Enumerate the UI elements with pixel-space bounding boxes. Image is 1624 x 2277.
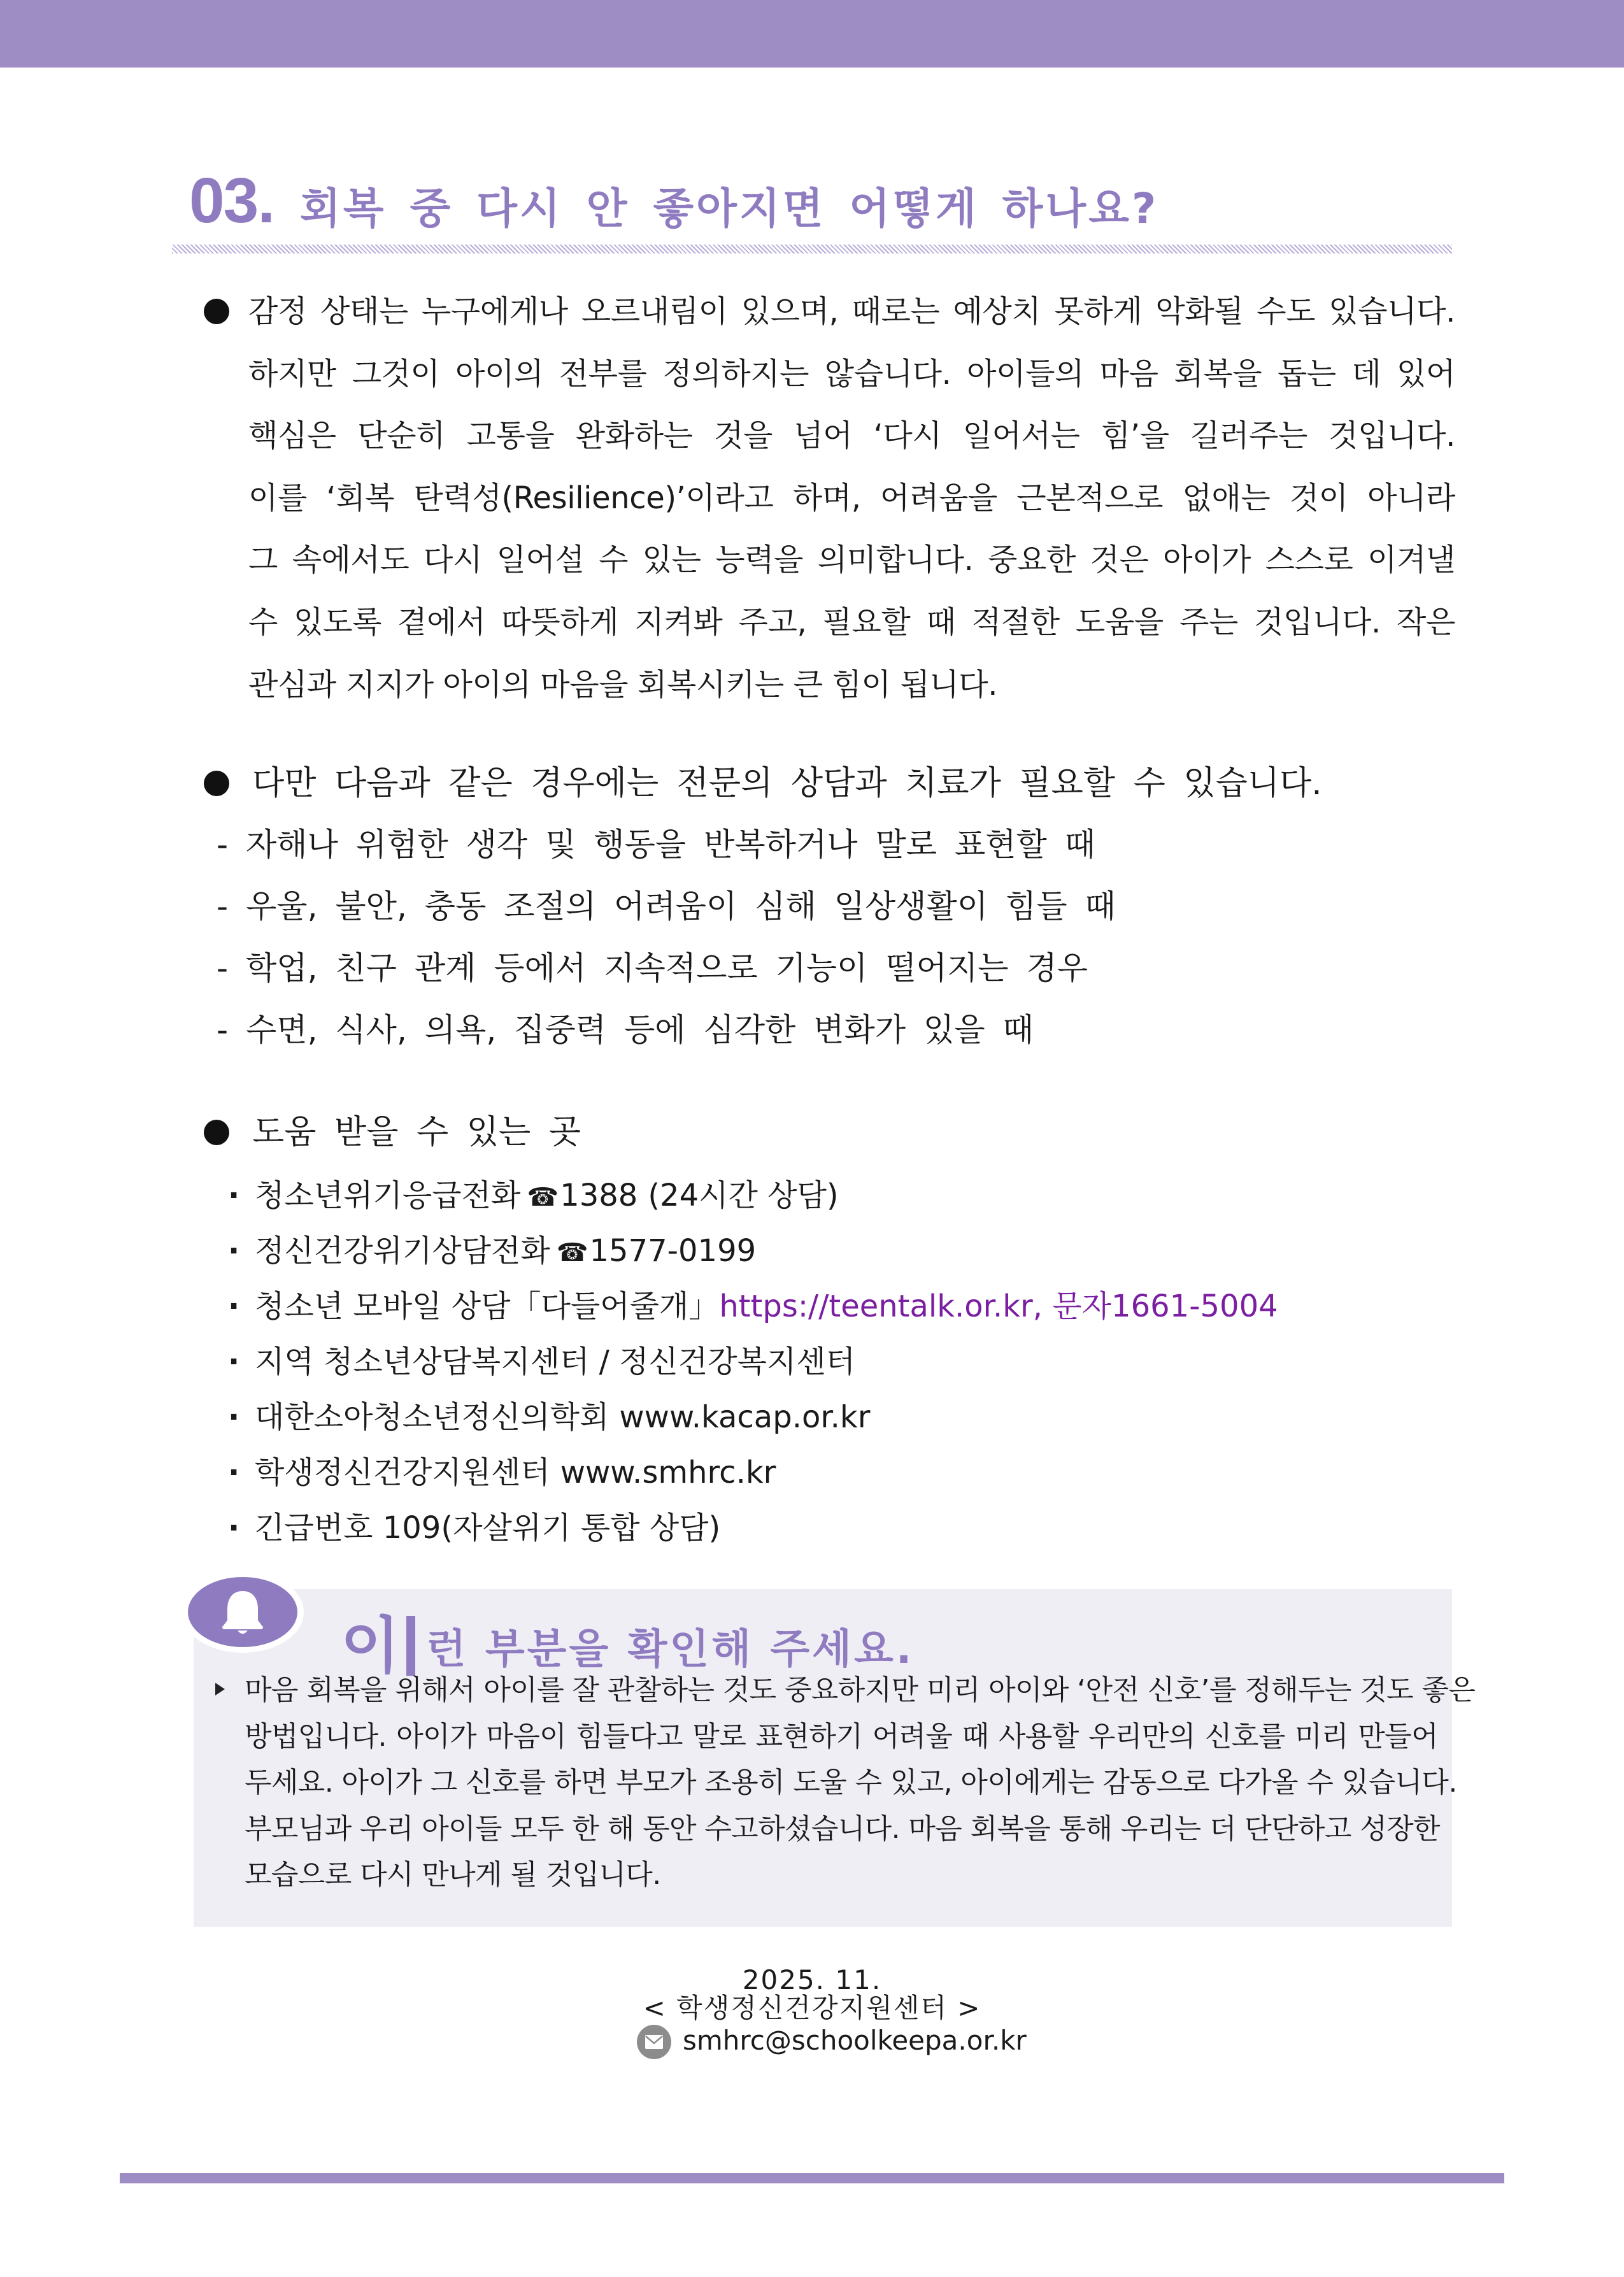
intro-lines (248, 289, 1455, 724)
phone-icon: ☎ (527, 1183, 559, 1212)
section-number: 03. (189, 165, 274, 236)
intro-line: 하지만 그것이 아이의 전부를 정의하지는 않습니다. 아이들의 마음 회복을 돕는 데 있어 (248, 355, 1455, 392)
help-item-youth-crisis-line: · 청소년위기응급전화 ☎1388 (24시간 상담) (228, 1178, 839, 1213)
help-item-mental-crisis-line: · 정신건강위기상담전화 ☎1577-0199 (228, 1233, 757, 1269)
notice-line: 마음 회복을 위해서 아이를 잘 관찰하는 것도 중요하지만 미리 아이와 ‘안전 신호’를 정해두는 것도 좋은 (245, 1674, 1476, 1706)
bullet-dot (204, 771, 229, 796)
smhrc-link[interactable]: www.smhrc.kr (560, 1455, 776, 1490)
intro-line: 수 있도록 곁에서 따뜻하게 지켜봐 주고, 필요할 때 적절한 도움을 주는 것입니다. 작은 (248, 604, 1455, 640)
list-item: - 학업, 친구 관계 등에서 지속적으로 기능이 떨어지는 경우 (217, 945, 1427, 1007)
top-banner-bar (0, 0, 1624, 68)
help-list (228, 1175, 1438, 1563)
help-item-smhrc: · 학생정신건강지원센터 www.smhrc.kr (228, 1455, 776, 1490)
list-item: - 수면, 식사, 의욕, 집중력 등에 심각한 변화가 있을 때 (217, 1007, 1427, 1069)
mail-icon (637, 2025, 671, 2059)
notice-line: 방법입니다. 아이가 마음이 힘들다고 말로 표현하기 어려울 때 사용할 우리만의 신호를 미리 만들어 (245, 1720, 1438, 1753)
bottom-divider (120, 2173, 1504, 2183)
intro-line: 감정 상태는 누구에게나 오르내림이 있으며, 때로는 예상치 못하게 악화될 수도 있습니다. (248, 294, 1455, 329)
notice-title-first: 이 (341, 1610, 402, 1681)
notice-badge (182, 1571, 304, 1653)
intro-line: 관심과 지지가 아이의 마음을 회복시키는 큰 힘이 됩니다. (248, 666, 998, 703)
notice-title-rest: 런 부분을 확인해 주세요. (426, 1626, 915, 1673)
list-item: - 자해나 위험한 생각 및 행동을 반복하거나 말로 표현할 때 (217, 822, 1427, 883)
footer-date: 2025. 11. (742, 1964, 882, 1995)
header-divider (172, 245, 1452, 253)
professional-list (217, 822, 1427, 1069)
title-bar-mark (406, 1616, 415, 1676)
professional-heading-text: 다만 다음과 같은 경우에는 전문의 상담과 치료가 필요할 수 있습니다. (252, 764, 1322, 803)
intro-line: 그 속에서도 다시 일어설 수 있는 능력을 의미합니다. 중요한 것은 아이가 스스로 이겨낼 (248, 542, 1455, 578)
notice-line: 두세요. 아이가 그 신호를 하면 부모가 조용히 도울 수 있고, 아이에게는 감동으로 다가올 수 있습니다. (245, 1766, 1457, 1799)
help-item-mobile-counseling: · 청소년 모바일 상담「다들어줄개」https://teentalk.or.kr, 문자1661-5004 (228, 1288, 1278, 1324)
intro-line: 핵심은 단순히 고통을 완화하는 것을 넘어 ‘다시 일어서는 힘’을 길러주는 것입니다. (248, 418, 1455, 454)
notice-title (341, 1594, 914, 1681)
bullet-dot (204, 299, 229, 324)
kacap-link[interactable]: www.kacap.or.kr (619, 1399, 871, 1435)
help-item-kacap: · 대한소아청소년정신의학회 www.kacap.or.kr (228, 1399, 871, 1435)
triangle-bullet-icon (215, 1683, 225, 1695)
help-heading-text: 도움 받을 수 있는 곳 (252, 1113, 581, 1152)
dash-marker: - (217, 826, 229, 863)
footer-org: < 학생정신건강지원센터 > (643, 1992, 981, 2024)
phone-icon: ☎ (556, 1238, 588, 1267)
section-header (189, 159, 1450, 236)
section-title: 회복 중 다시 안 좋아지면 어떻게 하나요? (300, 184, 1159, 233)
list-item: - 우울, 불안, 충동 조절의 어려움이 심해 일상생활이 힘들 때 (217, 883, 1427, 945)
intro-line: 이를 ‘회복 탄력성(Resilience)’이라고 하며, 어려움을 근본적으로 없애는 것이 아니라 (248, 480, 1455, 516)
dash-marker: - (217, 950, 229, 987)
bullet-dot (204, 1120, 229, 1145)
teentalk-link[interactable]: https://teentalk.or.kr, 문자1661-5004 (719, 1288, 1278, 1324)
help-item-emergency-109: · 긴급번호 109(자살위기 통합 상담) (228, 1510, 721, 1546)
bell-icon (220, 1587, 266, 1637)
help-item-local-centers: · 지역 청소년상담복지센터 / 정신건강복지센터 (228, 1344, 855, 1380)
dash-marker: - (217, 1011, 229, 1048)
notice-line: 부모님과 우리 아이들 모두 한 해 동안 수고하셨습니다. 마음 회복을 통해 우리는 더 단단하고 성장한 (245, 1812, 1440, 1845)
dash-marker: - (217, 888, 229, 925)
notice-line: 모습으로 다시 만나게 될 것입니다. (245, 1859, 661, 1891)
intro-paragraph (204, 289, 1455, 734)
email-link[interactable]: smhrc@schoolkeepa.or.kr (683, 2025, 1027, 2056)
footer-email (637, 2022, 1027, 2059)
